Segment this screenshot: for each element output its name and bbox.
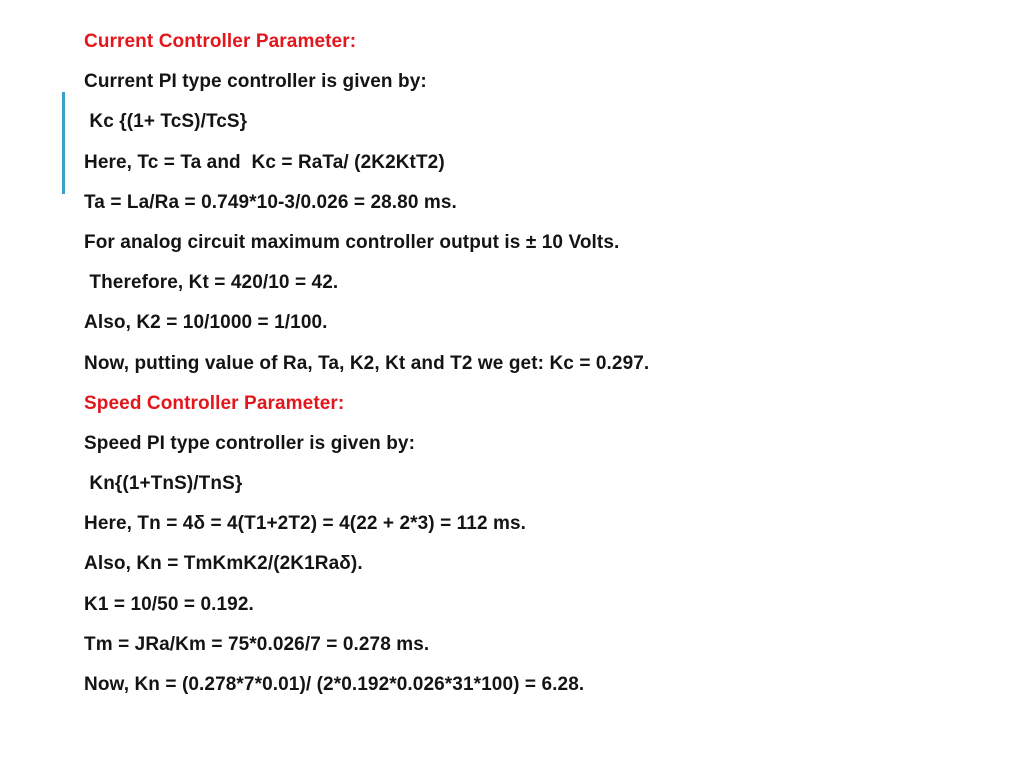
text-line: Current PI type controller is given by: [84, 71, 427, 93]
formula-line: Kn{(1+TnS)/TnS} [84, 473, 243, 495]
text-line: Now, Kn = (0.278*7*0.01)/ (2*0.192*0.026*31*100) = 6.28. [84, 674, 585, 695]
text-line: Also, Kn = TmKmK2/(2K1Raδ). [84, 553, 363, 575]
text-line: Tm = JRa/Km = 75*0.026/7 = 0.278 ms. [84, 633, 430, 655]
text-line: Now, putting value of Ra, Ta, K2, Kt and T2 we get: Kc = 0.297. [84, 352, 650, 374]
text-line: Speed PI type controller is given by: [84, 432, 416, 454]
text-line: Here, Tc = Ta and Kc = RaTa/ (2K2KtT2) [84, 151, 445, 173]
formula-line: Kc {(1+ TcS)/TcS} [84, 111, 248, 133]
slide-body [84, 28, 984, 711]
accent-bar [62, 92, 65, 194]
text-line: K1 = 10/50 = 0.192. [84, 593, 254, 615]
text-line: Also, K2 = 10/1000 = 1/100. [84, 312, 328, 334]
text-line: Therefore, Kt = 420/10 = 42. [84, 272, 339, 294]
text-line: Here, Tn = 4δ = 4(T1+2T2) = 4(22 + 2*3) = 112 ms. [84, 513, 527, 535]
text-line: For analog circuit maximum controller output is ± 10 Volts. [84, 231, 620, 253]
current-controller-heading: Current Controller Parameter: [84, 31, 357, 52]
text-line: Ta = La/Ra = 0.749*10-3/0.026 = 28.80 ms. [84, 191, 457, 213]
speed-controller-heading: Speed Controller Parameter: [84, 392, 345, 414]
